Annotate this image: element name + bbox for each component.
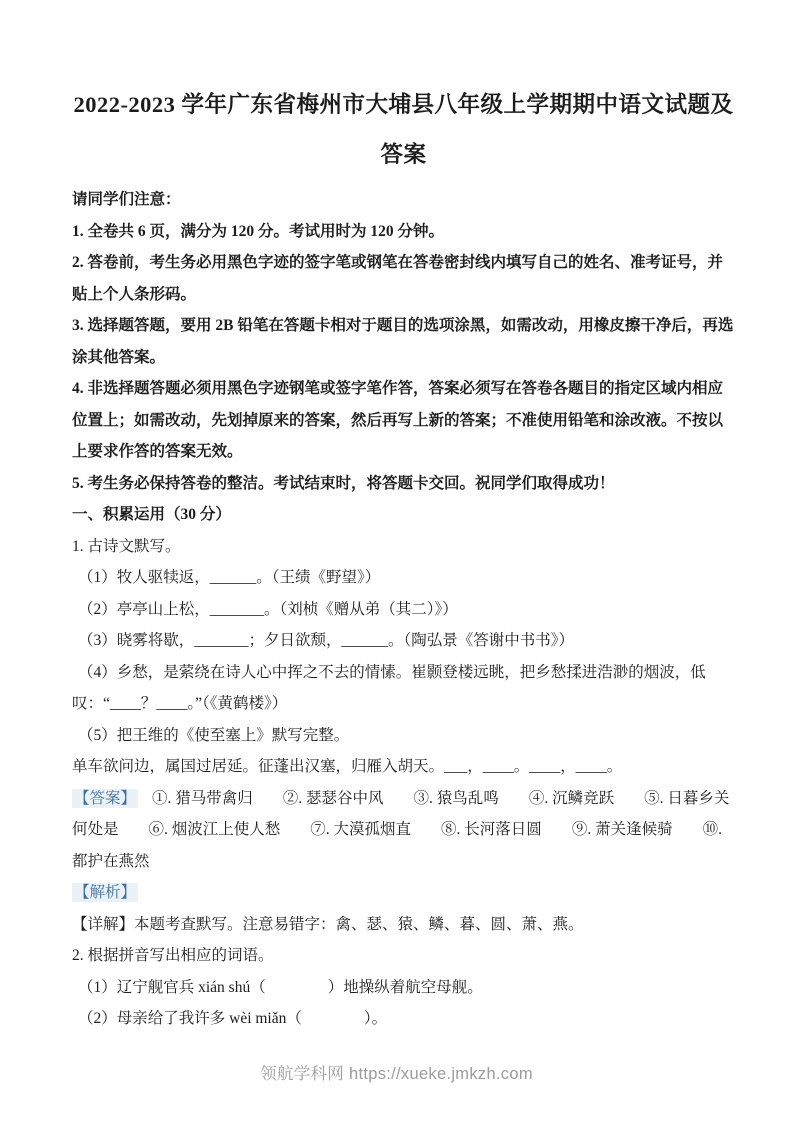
question-1-item-5: （5）把王维的《使至塞上》默写完整。 xyxy=(78,726,350,744)
answer-item-7: ⑦. 大漠孤烟直 xyxy=(310,821,412,838)
answer-label: 【答案】 xyxy=(74,789,137,807)
question-2-item-2: （2）母亲给了我许多 wèi miǎn（ ）。 xyxy=(78,1010,388,1027)
page-title: 2022-2023 学年广东省梅州市大埔县八年级上学期期中语文试题及答案 xyxy=(73,92,734,167)
answer-item-10: ⑩. 都护在燕然 xyxy=(72,821,722,870)
question-1-item-1: （1）牧人驱犊返，______。（王绩《野望》） xyxy=(78,569,381,586)
notice-item-2: 2. 答卷前，考生务必用黑色字迹的签字笔或钢笔在答卷密封线内填写自己的姓名、准考证号，并贴上个人条形码。 xyxy=(72,254,724,303)
answer-item-5: ⑤. 日暮乡关何处是 xyxy=(72,789,730,838)
notice-item-3: 3. 选择题答题，要用 2B 铅笔在答题卡相对于题目的选项涂黑，如需改动，用橡皮擦干净后，再选涂其他答案。 xyxy=(72,317,734,366)
section-heading: 一、积累运用（30 分） xyxy=(72,506,231,523)
notice-item-1: 1. 全卷共 6 页，满分为 120 分。考试用时为 120 分钟。 xyxy=(72,222,445,240)
question-2-stem: 2. 根据拼音写出相应的词语。 xyxy=(72,947,274,964)
answer-item-2: ②. 瑟瑟谷中风 xyxy=(282,789,384,807)
notice-item-4: 4. 非选择题答题必须用黑色字迹钢笔或签字笔作答，答案必须写在答卷各题目的指定区域内相应位置上；如需改动，先划掉原来的答案，然后再写上新的答案；不准使用铅笔和涂改液。不按以上要求作答的答案无效。 xyxy=(72,380,724,460)
analysis-block xyxy=(72,877,735,909)
question-1-item-3: （3）晓雾将歇，_______；夕日欲颓，______。（陶弘景《答谢中书书》） xyxy=(78,632,575,649)
answer-item-9: ⑨. 萧关逢候骑 xyxy=(571,821,673,838)
answer-item-6: ⑥. 烟波江上使人愁 xyxy=(148,821,281,838)
answer-item-4: ④. 沉鳞竞跃 xyxy=(528,789,615,807)
question-1-poem-line: 单车欲问边，属国过居延。征蓬出汉塞，归雁入胡天。___，____。____，____。 xyxy=(72,758,623,775)
question-2-item-1: （1）辽宁舰官兵 xián shú（ ）地操纵着航空母舰。 xyxy=(78,978,483,996)
detail-explanation: 【详解】本题考查默写。注意易错字：禽、瑟、猿、鳞、暮、圆、萧、燕。 xyxy=(72,915,584,933)
question-1-stem: 1. 古诗文默写。 xyxy=(72,537,181,555)
question-1-item-4: （4）乡愁，是萦绕在诗人心中挥之不去的情愫。崔颢登楼远眺，把乡愁揉进浩渺的烟波，低叹：“____？____。”（《黄鹤楼》） xyxy=(72,663,706,712)
answer-item-8: ⑧. 长河落日圆 xyxy=(441,821,542,838)
watermark-footer: 领航学科网 https://xueke.jmkzh.com xyxy=(260,1065,533,1083)
answer-item-1: ①. 猎马带禽归 xyxy=(152,789,253,807)
answer-block xyxy=(72,783,735,878)
question-1-item-2: （2）亭亭山上松，_______。（刘桢《赠从弟（其二）》） xyxy=(78,600,458,618)
notice-item-5: 5. 考生务必保持答卷的整洁。考试结束时，将答题卡交回。祝同学们取得成功！ xyxy=(72,474,615,492)
analysis-label: 【解析】 xyxy=(74,884,137,901)
answer-item-3: ③. 猿鸟乱鸣 xyxy=(413,789,499,807)
notice-header: 请同学们注意： xyxy=(72,191,181,208)
